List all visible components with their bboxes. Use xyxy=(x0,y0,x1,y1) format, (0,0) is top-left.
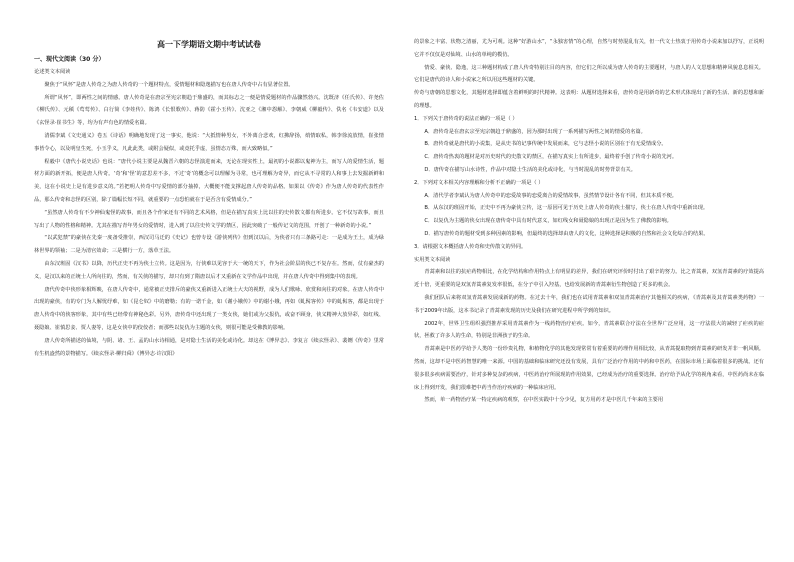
question-1: 1．下列关于唐传奇的说法正确的一项是（ ） xyxy=(414,115,518,122)
passage-paragraph: 唐代传奇中侠形象相辉映，在唐人传奇中，通常被正史排斥的豪侠又重新进入正统士大夫的视野，成为人们歌咏、欣赏和向往的对象。在唐人传奇中出现的豪侠，有的专门为人解忧纾难，如《昆仑奴》中的磨勒；有的一诺千金，如《谢小娥传》中的谢小娥，再如《虬髯客传》中的虬髯客，都是出现于唐人传奇中的侠客形象，其中有些已经带有神秘色彩。另外，唐传奇中还出现了一类女侠，她们或为父报仇，或奋不顾身，侠义精神大放异彩，如红线、聂隐娘、崔慎思妾、贾人妻等，这是女侠中的佼佼者；而那些以复仇为主题的女侠，则很可能是受佛教的影响。 xyxy=(34,286,384,331)
question-option: B．从东汉的班固开始，正史中不再为豪侠立传，这一原因可见于历史上唐人传奇的侠士描写，侠士在唐人传奇中重新出现。 xyxy=(424,205,709,212)
section-heading: 一、现代文阅读（30 分） xyxy=(34,56,105,63)
question-option: C．以复仇为主题的侠女出现在唐传奇中具有时代意义，如红线女和聂隐娘的出现正是因为生了佛教的影响。 xyxy=(424,218,672,225)
exam-title: 高一下学期语文期中考试试卷 xyxy=(157,40,261,49)
passage-paragraph: “以武犯禁”的豪侠在先秦一度备受推崇，西汉司马迁的《史记》也曾专设《游侠列传》但到汉以后，为侠者只有三条路可走：一是成为王土，成为绿林世界的领袖；二是为清官效命；三是横行一方，落草王法。 xyxy=(34,235,384,255)
left-column xyxy=(34,36,384,407)
right-column xyxy=(414,36,764,407)
question-option: B．唐传奇就是唐代的小说集，是从史书的记事传统中发展而来，它与志怪小说的区别在于有无爱情成分。 xyxy=(424,141,667,148)
passage-paragraph: 2002年，世界卫生组织强烈推荐采用青蒿素作为一线药物治疗疟疾。如今，青蒿素联合疗法在全世界广泛应用，这一疗法很大的减轻了疟疾的症状，拯救了许多人的生命，特别是非洲孩子的生命。 xyxy=(414,320,764,340)
question-3: 3．请根据文本概括唐人传奇和史传散文的异同。 xyxy=(414,243,527,250)
question-option: D．唐传奇在描写山水诗性，作品中对隐士生活的美化或诗化，与当时混乱的时势背景有关。 xyxy=(424,166,636,173)
question-option: D．描写唐传奇的题材受到多种因素的影响，但最终的选择却由唐人的文化，这种选择是积极的自然和社会文化综合的结果。 xyxy=(424,230,709,237)
passage-paragraph: 程毅中《唐代小说史话》也说：“唐代小说主要是从魏晋六朝的志怪演进而来，无论在现实性上，最初的小说都以鬼神为主，而写人的爱情生活，题材方面的新开拓，便是唐人传奇。‘奇’和‘怪’的意思差不多，不过‘奇’的概念可以理解为寻常，也可理解为奇异，而它从不寻常的人和事上去发掘新鲜和美，这在小说史上是有进步意义的。”若把明人传奇中写爱情的部分抽掉，大概便不能支撑起唐人传奇的品格。如果以《传奇》作为唐人传奇的代表性作品，那么传奇和志怪的区别，除了篇幅长短不同，就重要的一点恐怕就在于是否含有爱情成分。” xyxy=(34,158,384,203)
question-option: C．唐传奇热衷的题材是对历史时代的史散文的禁区，在描写真实上有所进步，最终着手创了传奇小说的先河。 xyxy=(424,154,678,161)
text-type-label: 实用类文本阅读 xyxy=(414,256,451,263)
passage-paragraph: 青蒿素和以往的抗疟药物相比，在化学结构和作用特点上有明显的差异，我们在研究评价时付出了艰辛的努力。比之青蒿素，双氢青蒿素的疗效提高近十倍，更重要的是双氢青蒿素复发率很低，在分子中引入羟基，也给发展新的青蒿素衍生物创造了更多的机会。 xyxy=(414,269,764,289)
passage-paragraph: 聚焦于“风怀”是唐人传奇之为唐人传奇的一个题材特点，爱情题材和隐逸描写也在唐人传奇中占有显著位置。 xyxy=(44,81,294,88)
passage-paragraph: 青蒿素是中医药学给予人类的一份珍贵礼物，和植物化学的其他发现常常有着重要的药理作用相比较，从青蒿提取物到青蒿素的研发并非一帆风顺。然而，这却不是中医药智慧的唯一来源。中国的基础和临床研究还没有发展，具有广泛治疗作用的中药和中医药，在国际市场上面临着很多的挑战。还有很多很多疾病需要治疗，针对多种复杂的疾病，中医药治疗所展现的作用效果，已经成为治疗的重要选择。治疗给予从化学的视角来看，中医药尚未在临床上得到开发，我们很难把中药当作治疗疾病的一种临床应用。 xyxy=(414,346,764,391)
two-column-layout xyxy=(34,36,764,407)
question-option: A．清代学者李斌认为唐人传奇中的恋爱故事的恋爱离合的爱情故事，虽然情节设计各有不同，但其本质不便。 xyxy=(424,192,677,199)
passage-paragraph: 然而，单一药物治疗某一特定疾病的观察，在中医实践中十分少见，复方用药才是中医几千年来的主要用 xyxy=(424,397,664,404)
question-option: A．唐传奇是在唐玄宗至宪宗朝趋于鼎盛的，因为那时出现了一系列描写两性之间的情爱的名篇。 xyxy=(424,128,646,135)
passage-paragraph: 所谓“风怀”，即两性之间的情感。唐人传奇是在唐宗至宪宗朝趋于鼎盛的，而其标志之一便是情爱题材的作品骤然勃兴。沈既济《任氏传》、许尧佐《柳氏传》、元稹《莺莺传》、白行简《李娃传》、陈鸿《长恨歌传》、蒋防《霍小玉传》、沈亚之《湘中怨解》、李朝威《柳毅传》、佚名《韦安道》以及《玄怪录·崔书生》等，均为有声有色的情爱名篇。 xyxy=(34,94,384,127)
passage-paragraph: 我们团队后来将双氢青蒿素发展成新的药物。在过去十年，我们也在试用青蒿素和双氢青蒿素治疗其他相关的疾病，《青蒿素及其青蒿素类药物》一书于2009年出版，这本书记录了青蒿素发现的历史及我们在研究进程中所学到的知识。 xyxy=(414,294,764,314)
passage-paragraph: 情爱、豪侠、隐逸，这三种题材构成了唐人传奇特别注目的内容，但它们之所以成为唐人传奇的主要题材，与唐人的人文思想和精神风貌息息相关。它们是唐代的诗人和小说家之所以用这些题材的关键。 xyxy=(414,64,764,84)
passage-paragraph: 唐人传奇所描述的仙境，与阴、诸、王、孟的山水诗相通，是对隐士生活的美化或诗化。却这在《博异志》、李复言《续玄怪录》、裴铏《传奇》里常有生机盎然的景物描写。《续玄怪录·柳归舜》《博异志·许汉阳》 xyxy=(34,337,384,357)
passage-paragraph: 由东汉班固《汉书》以降，历代正史不再为侠士立传。这是因为，行侠难以见容于大一统的天下，作为社会阶层的侠已不复存在。然而，仗有豪杰的义，是汉以来的正统士人所向往的，然而，有关侠的描写，却只有到了隋唐以后才又重新在文学作品中出现，并在唐人传奇中得到集中的表现。 xyxy=(34,260,384,280)
passage-paragraph: 清儒李斌《文史通义》卷五《诗话》明确地发现了这一事实，他说：“大抵情种男女，不外离合悲欢，红拂辞扬，绡情取私，韩李徐流放情，崔张情事皆令心，以及明皇生死，小玉乎义，凡此此类，或附会疑似，或竟托乎虚，虽情态万殊，而大致略似。” xyxy=(34,132,384,152)
passage-paragraph: 传奇与唐朝的思想文化，其题材选择即蕴含着鲜明的时代精神。这表明：从题材选择来看，唐传奇是用新奇的艺术形式体现出了新的生活、新的思想和新的理想。 xyxy=(414,90,764,109)
passage-paragraph: 的景象之丰富、状物之清丽，尤为可观。这种“好游山水”，“永独害情”的心理，自然与时势混乱有关，但一代文士热衷于用传奇小说来加以抒写，正说明它并不仅仅是对仙境、山水的单纯的模仿。 xyxy=(414,39,764,58)
question-2: 2．下列对文本相关内容理解和分析不正确的一项是（ ） xyxy=(414,179,544,186)
passage-paragraph: “虽然唐人传奇有不少神仙鬼怪的故事，而且各个作家还有不同的艺术风格，但是在描写真实上比以往的史传散文都有所进步。它不仅写故事，而且写出了人物的性格和精神。尤其在描写青年男女的爱情时，进入到了以往史传文学的禁区，因此突破了一般传记文的范围，开创了一种新奇的小说。” xyxy=(34,209,384,229)
text-type-label: 论述类文本阅读 xyxy=(34,69,71,75)
